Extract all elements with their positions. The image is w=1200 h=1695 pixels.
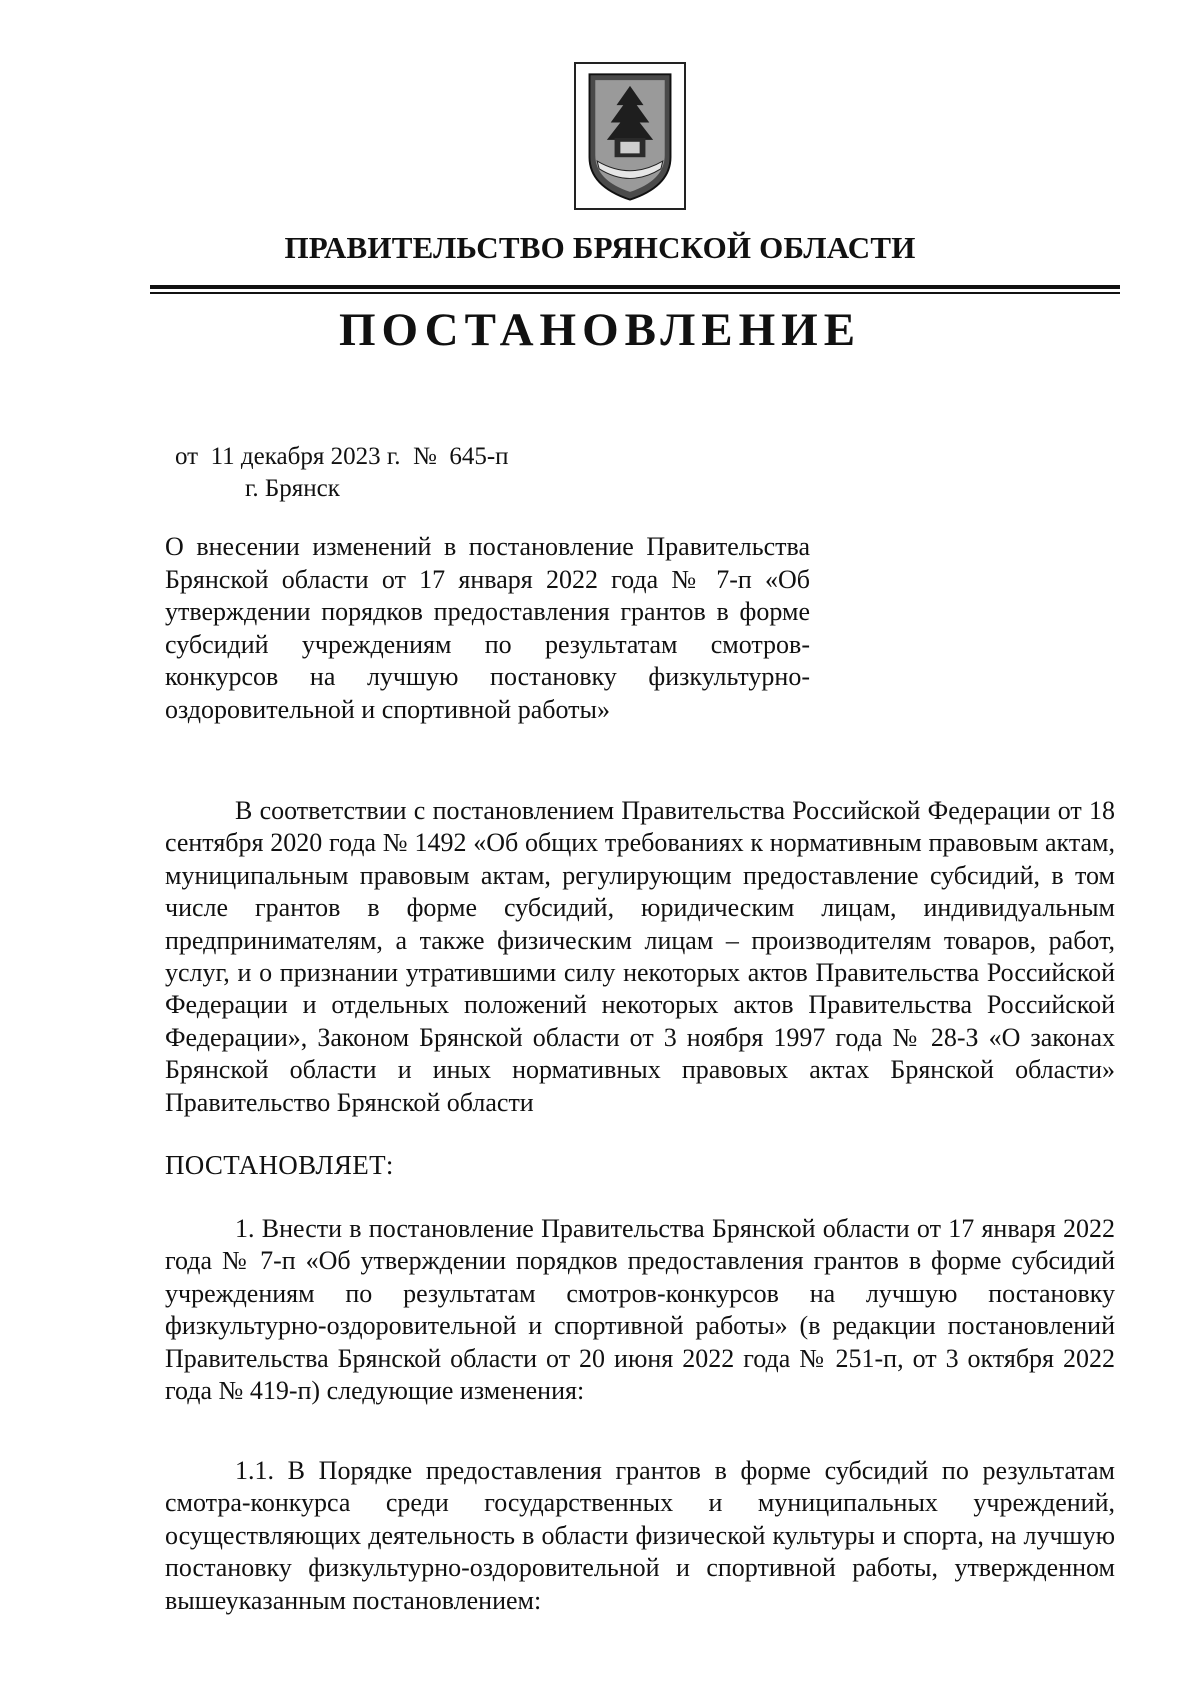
decree-word: ПОСТАНОВЛЯЕТ: bbox=[165, 1150, 394, 1180]
document-type: ПОСТАНОВЛЕНИЕ bbox=[338, 304, 862, 356]
header-rule-thin bbox=[150, 292, 1120, 294]
document-date-number: от 11 декабря 2023 г. № 645-п bbox=[175, 443, 509, 470]
government-name: ПРАВИТЕЛЬСТВО БРЯНСКОЙ ОБЛАСТИ bbox=[284, 230, 916, 265]
document-subject: О внесении изменений в постановление Правительства Брянской области от 17 января 2022 года № 7-п «Об утверждении порядков предоставления грантов в форме субсидий учреждениям по результатам смотров-конкурсов на лучшую постановку физкультурно-оздоровительной и спортивной работы» bbox=[165, 532, 810, 724]
item-1-1-paragraph: 1.1. В Порядке предоставления грантов в форме субсидий по результатам смотра-конкурса среди государственных и муниципальных учреждений, осуществляющих деятельность в области физической культуры и спорта, на лучшую постановку физкультурно-оздоровительной и спортивной работы, утвержденном вышеуказанным постановлением: bbox=[165, 1456, 1115, 1615]
header-rule-thick bbox=[150, 285, 1120, 289]
coat-of-arms-icon bbox=[574, 62, 686, 210]
preamble-paragraph: В соответствии с постановлением Правительства Российской Федерации от 18 сентября 2020 года № 1492 «Об общих требованиях к нормативным правовым актам, муниципальным правовым актам, регулирующим предоставление субсидий, в том числе грантов в форме субсидий, юридическим лицам, индивидуальным предпринимателям, а также физическим лицам – производителям товаров, работ, услуг, и о признании утратившими силу некоторых актов Правительства Российской Федерации и отдельных положений некоторых актов Правительства Российской Федерации», Законом Брянской области от 3 ноября 1997 года № 28-З «О законах Брянской области и иных нормативных правовых актах Брянской области» Правительство Брянской области bbox=[165, 796, 1115, 1117]
item-1-paragraph: 1. Внести в постановление Правительства Брянской области от 17 января 2022 года № 7-п «Об утверждении порядков предоставления грантов в форме субсидий учреждениям по результатам смотров-конкурсов на лучшую постановку физкультурно-оздоровительной и спортивной работы» (в редакции постановлений Правительства Брянской области от 20 июня 2022 года № 251-п, от 3 октября 2022 года № 419-п) следующие изменения: bbox=[165, 1214, 1115, 1406]
document-city: г. Брянск bbox=[245, 475, 340, 502]
